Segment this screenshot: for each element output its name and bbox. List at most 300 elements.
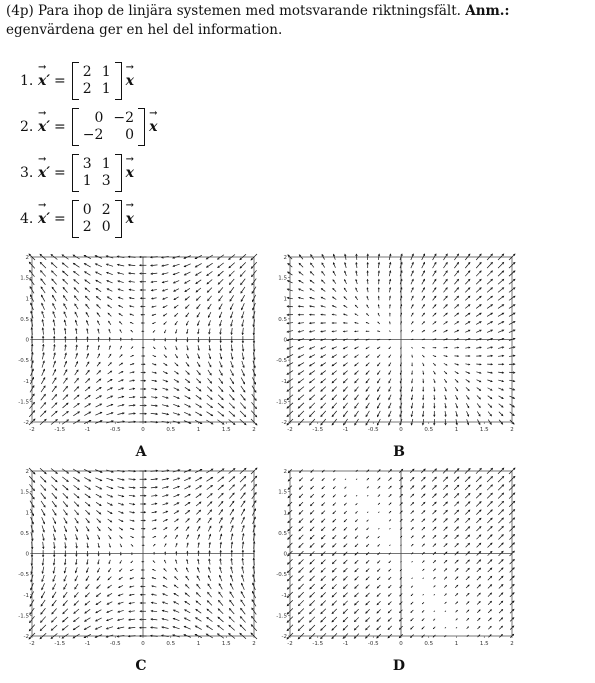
direction-field-D (276, 466, 526, 650)
field-arrow (310, 535, 314, 539)
field-arrow (208, 592, 212, 597)
field-arrow (85, 288, 90, 292)
field-arrow (355, 395, 359, 400)
matrix-cell: 2 (82, 81, 92, 97)
field-arrow (445, 611, 446, 612)
field-arrow (299, 543, 304, 548)
field-arrow (366, 593, 370, 597)
field-arrow (476, 305, 481, 309)
field-arrow (40, 271, 45, 277)
field-arrow (229, 394, 234, 400)
y-tick-label: -0.5 (18, 572, 29, 579)
field-arrow (321, 395, 326, 400)
field-arrow (230, 592, 234, 598)
field-arrow (476, 493, 481, 498)
field-arrow (229, 263, 235, 268)
system-1: 1. → x′ = 2 1 2 1 → x (20, 58, 320, 104)
field-arrow (207, 502, 212, 507)
x-tick-label: 0.5 (424, 427, 434, 432)
field-arrow (488, 585, 492, 589)
y-tick-label: 2 (25, 469, 29, 475)
field-arrow (310, 395, 315, 400)
field-arrow (186, 585, 190, 589)
plot-label-C: C (135, 658, 147, 674)
field-arrow (218, 279, 223, 284)
x-tick-label: 0 (141, 427, 145, 432)
field-arrow (40, 476, 46, 482)
field-arrow (499, 601, 503, 605)
matrix-cell: 0 (82, 202, 92, 218)
field-arrow (477, 585, 480, 588)
y-tick-label: 0 (283, 337, 287, 344)
field-arrow (74, 502, 79, 507)
field-arrow (230, 600, 234, 606)
field-arrow (108, 363, 111, 366)
field-arrow (63, 609, 68, 614)
field-arrow (85, 618, 91, 622)
field-arrow (321, 584, 326, 589)
y-tick-label: -1 (23, 592, 29, 599)
field-arrow (389, 331, 390, 332)
system-number: 4. (20, 211, 34, 227)
field-arrow (344, 544, 347, 547)
field-arrow (108, 527, 111, 530)
system-number: 1. (20, 73, 34, 89)
y-tick-label: 0.5 (20, 316, 29, 323)
field-arrow (343, 617, 348, 622)
x-tick-label: 1.5 (221, 641, 231, 646)
system-2: 2. → x′ = 0 −2 −2 0 → x (20, 104, 320, 150)
field-arrow (466, 560, 470, 564)
field-arrow (321, 535, 325, 539)
y-tick-label: 0.5 (20, 530, 29, 537)
field-arrow (355, 601, 359, 605)
field-arrow (354, 609, 358, 613)
x-tick-label: 0 (399, 641, 403, 646)
field-arrow (196, 502, 201, 506)
field-arrow (299, 535, 303, 539)
system-3: 3. → x′ = 3 1 1 3 → x (20, 150, 320, 196)
field-arrow (218, 501, 222, 506)
field-arrow (299, 263, 303, 267)
field-arrow (321, 371, 326, 375)
field-arrow (355, 568, 358, 571)
field-arrow (433, 519, 436, 522)
field-arrow (310, 403, 315, 408)
field-arrow (207, 601, 212, 606)
field-arrow (241, 279, 246, 285)
field-arrow (230, 386, 234, 392)
field-arrow (443, 477, 448, 482)
field-arrow (454, 271, 458, 276)
field-arrow (499, 568, 503, 572)
field-arrow (332, 403, 337, 408)
y-tick-label: -2 (23, 634, 29, 640)
field-arrow (74, 288, 79, 293)
field-arrow (321, 609, 326, 614)
field-arrow (343, 371, 347, 375)
field-arrow (74, 271, 80, 275)
field-arrow (366, 577, 369, 580)
field-arrow (332, 601, 337, 606)
field-arrow (378, 512, 379, 513)
field-arrow (62, 263, 68, 268)
vector-x-prime: → x′ (38, 211, 50, 227)
field-arrow (218, 386, 222, 391)
matrix (72, 108, 145, 146)
field-arrow (207, 403, 213, 407)
field-arrow (488, 618, 491, 621)
field-arrow (487, 501, 492, 506)
field-arrow (207, 412, 213, 416)
matrix-cell: −2 (113, 110, 135, 126)
field-arrow (367, 512, 368, 513)
field-arrow (175, 313, 178, 316)
field-arrow (63, 617, 69, 622)
field-arrow (465, 288, 470, 293)
y-tick-label: 2 (283, 469, 287, 475)
field-arrow (196, 486, 202, 490)
field-arrow (52, 485, 57, 490)
field-arrow (310, 502, 313, 505)
y-tick-label: -1 (281, 592, 287, 599)
field-arrow (434, 611, 435, 612)
field-arrow (241, 608, 246, 614)
field-arrowhead (143, 545, 144, 546)
field-arrow (298, 411, 304, 417)
field-arrow (41, 386, 45, 392)
field-arrow (299, 527, 303, 531)
field-arrow (229, 493, 234, 499)
field-arrow (421, 494, 425, 498)
field-arrow (230, 509, 234, 515)
y-tick-label: 1.5 (20, 275, 29, 282)
x-tick-label: 1.5 (479, 641, 489, 646)
field-arrow (85, 272, 91, 276)
field-arrow (63, 287, 67, 292)
x-tick-label: -0.5 (367, 641, 379, 646)
field-arrow (444, 519, 448, 523)
plot-label-A: A (135, 444, 147, 460)
field-arrow (196, 280, 201, 284)
field-arrow (343, 387, 347, 392)
field-arrow (52, 608, 57, 614)
field-arrow (487, 279, 492, 284)
field-arrow (332, 617, 337, 622)
field-arrow (63, 296, 67, 301)
field-arrow (230, 378, 234, 384)
x-tick-label: 2 (510, 427, 514, 432)
field-arrow (355, 560, 358, 563)
field-arrow (229, 403, 234, 408)
field-arrow (63, 403, 69, 408)
field-arrow (476, 296, 481, 300)
field-arrow (321, 379, 326, 383)
field-arrow (52, 287, 56, 293)
field-arrow (465, 477, 470, 482)
field-arrow (241, 386, 245, 392)
vector-x-prime: → x′ (38, 165, 50, 181)
field-arrow (321, 568, 325, 572)
field-arrow (229, 485, 234, 490)
y-tick-label: 0.5 (278, 530, 287, 537)
quiver-plot-svg (18, 252, 268, 432)
field-arrow (412, 561, 413, 562)
x-tick-label: -1.5 (54, 641, 66, 646)
field-arrow (454, 493, 459, 498)
field-arrow (97, 305, 101, 309)
field-arrow (466, 577, 469, 580)
field-arrow (299, 478, 302, 481)
field-arrow (465, 296, 470, 300)
field-arrow (343, 609, 348, 614)
field-arrow (310, 519, 314, 523)
field-arrow (299, 510, 303, 514)
field-arrow (41, 279, 46, 285)
field-arrow (309, 625, 314, 630)
field-arrow (465, 271, 470, 276)
field-arrow (432, 494, 436, 498)
field-arrow (411, 347, 412, 348)
field-arrow (41, 501, 45, 507)
field-arrow (423, 594, 424, 595)
field-arrow (443, 510, 447, 514)
matrix-cell: 1 (82, 173, 92, 189)
field-arrow (356, 495, 357, 496)
problem-statement (6, 2, 586, 40)
field-arrow (322, 502, 325, 505)
field-arrow (421, 502, 424, 505)
matrix-cell: 0 (94, 110, 104, 126)
field-arrow (343, 601, 347, 605)
field-arrow (196, 593, 200, 597)
field-arrow (85, 395, 90, 399)
field-arrow (108, 313, 111, 316)
field-arrow (218, 287, 222, 292)
field-arrow (444, 535, 447, 538)
field-arrow (477, 535, 481, 539)
field-arrow (332, 395, 337, 400)
x-tick-label: 0 (141, 641, 145, 646)
field-arrow (321, 601, 326, 606)
x-tick-label: -2 (29, 427, 35, 432)
field-arrow (52, 394, 57, 400)
field-arrow (476, 526, 481, 531)
field-arrow (487, 518, 492, 523)
field-arrow (332, 576, 336, 580)
field-arrow (423, 578, 424, 579)
field-arrow (73, 477, 79, 481)
field-arrow (97, 519, 101, 523)
field-arrow (218, 609, 223, 614)
field-arrow (208, 510, 212, 515)
field-arrow (74, 403, 80, 407)
field-arrow (454, 288, 458, 293)
field-arrow (218, 395, 223, 400)
field-arrow (41, 493, 46, 499)
field-arrow (332, 609, 337, 614)
field-arrow (488, 568, 492, 572)
field-arrow (298, 592, 303, 597)
y-tick-label: 0 (25, 551, 29, 558)
field-arrow (240, 403, 245, 409)
field-arrow (310, 568, 315, 573)
field-arrow (322, 519, 325, 522)
field-arrow (207, 280, 212, 284)
field-arrow (85, 379, 89, 383)
field-arrow (410, 494, 413, 497)
field-arrow (499, 412, 503, 416)
field-arrow (454, 502, 458, 506)
field-arrow (466, 585, 469, 588)
field-arrow (241, 287, 245, 293)
field-arrow (355, 403, 359, 408)
field-arrow (344, 535, 347, 538)
field-arrow (63, 592, 67, 597)
field-arrow (299, 584, 304, 589)
field-arrow (298, 609, 303, 614)
matrix-cell: 3 (82, 156, 92, 172)
field-arrow (455, 568, 458, 571)
field-arrow (229, 625, 235, 630)
field-arrow (207, 609, 212, 613)
field-arrow (487, 288, 492, 293)
field-arrow (454, 510, 458, 514)
field-arrow (332, 379, 337, 383)
field-arrow (218, 493, 223, 498)
field-arrow (207, 477, 213, 481)
field-arrow (488, 610, 491, 613)
field-arrow (196, 404, 202, 408)
field-arrow (487, 526, 492, 531)
field-arrow (455, 527, 459, 531)
field-arrow (310, 379, 315, 383)
field-arrow (444, 527, 448, 531)
field-arrow (85, 502, 90, 506)
field-arrow (310, 387, 315, 392)
field-arrow (354, 625, 359, 630)
vector-x: → x (126, 73, 134, 89)
field-arrow (389, 528, 390, 529)
field-arrow (63, 510, 67, 515)
field-arrow (186, 305, 190, 309)
field-arrow (498, 476, 504, 482)
matrix-cell: 3 (101, 173, 111, 189)
vector-x-prime: → x′ (38, 73, 50, 89)
field-arrow (196, 510, 200, 514)
note-label: Anm.: (465, 3, 510, 19)
field-arrow (186, 371, 190, 375)
field-arrow (487, 296, 492, 300)
y-tick-label: 1 (283, 296, 287, 303)
field-arrow (344, 576, 348, 580)
x-tick-label: 0.5 (166, 641, 176, 646)
field-arrow (443, 485, 447, 489)
field-arrow (321, 411, 326, 417)
field-arrow (207, 288, 212, 293)
field-arrow (476, 510, 481, 515)
field-arrow (499, 618, 502, 621)
points-label: (4p) (6, 3, 34, 19)
field-arrow (355, 585, 359, 589)
field-arrow (465, 262, 470, 268)
field-arrow (366, 601, 370, 605)
field-arrow (355, 593, 359, 597)
field-arrow (207, 387, 212, 392)
plot-label-D: D (392, 658, 406, 674)
field-arrow (219, 378, 223, 383)
field-arrow (466, 568, 469, 571)
field-arrow (51, 625, 57, 630)
field-arrow (41, 600, 45, 606)
field-arrow (73, 263, 79, 267)
field-arrow (74, 494, 79, 498)
x-tick-label: -1 (342, 427, 349, 432)
field-arrow (299, 518, 303, 522)
field-arrow (207, 617, 213, 621)
field-arrow (196, 618, 202, 622)
field-arrow (229, 477, 235, 482)
field-arrow (321, 527, 325, 531)
field-arrow (175, 527, 178, 530)
field-arrow (322, 511, 325, 514)
field-arrow (432, 477, 436, 481)
field-arrow (186, 519, 190, 523)
field-arrow (218, 403, 224, 408)
field-arrow (388, 610, 391, 613)
field-arrow (477, 601, 480, 604)
field-arrow (62, 625, 68, 630)
y-tick-label: 1 (25, 296, 29, 303)
field-arrow (219, 510, 223, 515)
field-arrow (377, 626, 381, 630)
field-arrow (443, 271, 447, 276)
x-tick-label: -2 (287, 427, 293, 432)
field-arrow (377, 585, 380, 588)
field-arrow (52, 592, 56, 598)
field-arrow (74, 609, 79, 613)
field-arrow (74, 510, 78, 515)
field-arrow (229, 271, 234, 276)
field-arrow (219, 296, 223, 301)
field-arrow (311, 486, 314, 489)
field-arrow (298, 371, 304, 375)
field-arrow (175, 363, 178, 366)
field-arrow (411, 502, 414, 505)
field-arrow (454, 485, 459, 490)
field-arrow (487, 485, 492, 490)
y-tick-label: -1.5 (276, 613, 287, 620)
field-arrow (488, 543, 493, 548)
field-arrow (422, 511, 425, 514)
field-arrow (444, 296, 448, 300)
direction-field-B (276, 252, 526, 436)
field-arrow (422, 519, 425, 522)
field-arrow (73, 412, 79, 416)
field-arrow (443, 288, 447, 293)
field-arrow (465, 493, 470, 498)
field-arrow (443, 279, 447, 284)
matrix-cell: 2 (101, 202, 111, 218)
system-number: 2. (20, 119, 34, 135)
field-arrow (175, 577, 178, 580)
y-tick-label: -2 (23, 420, 29, 426)
field-arrow (332, 592, 337, 597)
field-arrow (52, 493, 57, 499)
field-arrow (366, 609, 370, 613)
field-arrow (465, 518, 469, 522)
field-arrow (322, 280, 326, 284)
